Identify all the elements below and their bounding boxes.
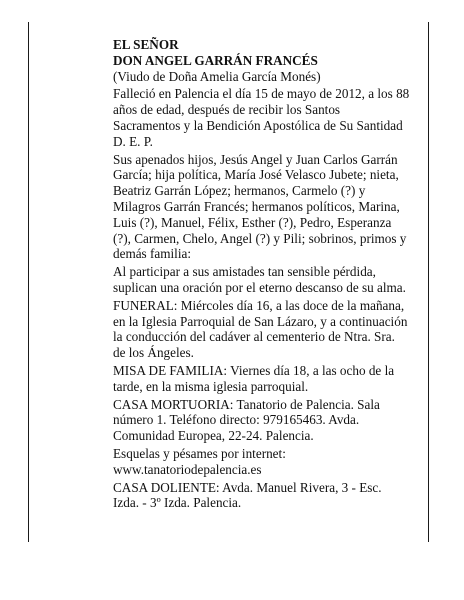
text-line: Beatriz Garrán López; hermanos, Carmelo (?) y [113, 183, 366, 199]
obituary-notice [113, 37, 425, 511]
text-line: tarde, en la misma iglesia parroquial. [113, 378, 309, 394]
notice-border-right [428, 22, 429, 542]
text-line: Sus apenados hijos, Jesús Angel y Juan Carlos Garrán [113, 151, 398, 167]
text-line: en la Iglesia Parroquial de San Lázaro, y a continuación [113, 313, 408, 329]
text-line: años de edad, después de recibir los Santos [113, 102, 341, 118]
text-line: suplican una oración por el eterno descanso de su alma. [113, 279, 406, 295]
text-line: demás familia: [113, 246, 191, 262]
death-announcement [113, 86, 425, 149]
prayer-request [113, 264, 425, 296]
text-line: Milagros Garrán Francés; hermanos políticos, Marina, [113, 198, 400, 214]
text-line: Falleció en Palencia el día 15 de mayo de 2012, a los 88 [113, 86, 410, 102]
text-line: Al participar a sus amistades tan sensible pérdida, [113, 264, 376, 280]
website-text: www.tanatoriodepalencia.es [113, 461, 262, 477]
text-line: Luis (?), Manuel, Félix, Esther (?), Pedro, Esperanza [113, 214, 392, 230]
text-line: García; hija política, María José Velasco Jubete; nieta, [113, 167, 399, 183]
family-list [113, 152, 425, 263]
text-line: MISA DE FAMILIA: Viernes día 18, a las ocho de la [113, 362, 395, 378]
family-mass-info [113, 363, 425, 395]
online-condolences [113, 446, 425, 478]
text-line: FUNERAL: Miércoles día 16, a las doce de la mañana, [113, 297, 405, 313]
text-line: Sacramentos y la Bendición Apostólica de Su Santidad [113, 117, 403, 133]
text-line: CASA MORTUORIA: Tanatorio de Palencia. Sala [113, 396, 380, 412]
text-line: (?), Carmen, Chelo, Angel (?) y Pili; sobrinos, primos y [113, 230, 407, 246]
text-line: número 1. Teléfono directo: 979165463. Avda. [113, 412, 360, 428]
text-line: Esquelas y pésames por internet: [113, 445, 286, 461]
title-line-2: DON ANGEL GARRÁN FRANCÉS [113, 52, 318, 68]
text-line: CASA DOLIENTE: Avda. Manuel Rivera, 3 - Esc. [113, 479, 382, 495]
notice-border-left [28, 22, 29, 542]
title-line-1: EL SEÑOR [113, 37, 179, 52]
text-line: Comunidad Europea, 22-24. Palencia. [113, 428, 314, 444]
text-line: Izda. - 3º Izda. Palencia. [113, 495, 242, 511]
subtitle: (Viudo de Doña Amelia García Monés) [113, 68, 321, 84]
text-line: de los Ángeles. [113, 345, 194, 361]
text-line: la conducción del cadáver al cementerio de Ntra. Sra. [113, 329, 395, 345]
funeral-home-info [113, 397, 425, 444]
funeral-info [113, 298, 425, 361]
family-residence-info [113, 480, 425, 512]
text-line: D. E. P. [113, 133, 153, 149]
